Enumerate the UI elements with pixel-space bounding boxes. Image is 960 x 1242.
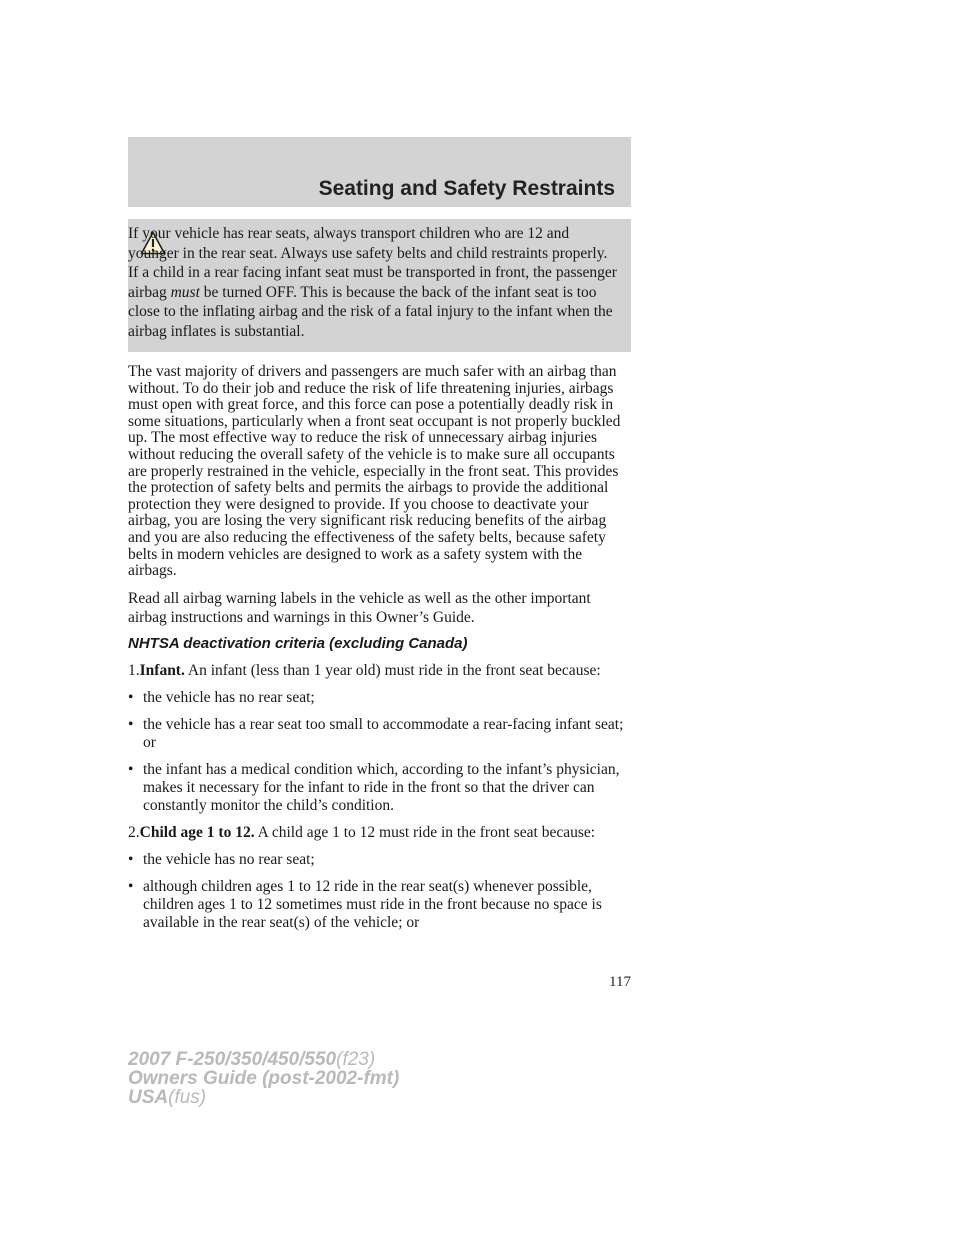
infant-bullet-list <box>128 689 631 815</box>
child-bullet-list <box>128 851 631 932</box>
footer-guide: Owners Guide (post-2002-fmt) <box>128 1068 400 1089</box>
warning-text-main: If your vehicle has rear seats, always transport children who are 12 and younger in the rear seat. Always use safety belts and child restraints properly. If a child in a rear facing infant seat must be transported in front, the passenger airbag <box>128 225 617 301</box>
item-text: An infant (less than 1 year old) must ride in the front seat because: <box>184 661 601 679</box>
footer-model: 2007 F-250/350/450/550 <box>128 1049 337 1070</box>
footer-region-code: (fus) <box>168 1087 207 1108</box>
item-text: A child age 1 to 12 must ride in the front seat because: <box>254 823 596 841</box>
item-infant <box>128 662 631 680</box>
document-footer <box>128 1050 399 1107</box>
list-item-text: the vehicle has no rear seat; <box>143 688 315 706</box>
list-item <box>128 851 631 869</box>
footer-line-region <box>128 1088 399 1107</box>
bullet-icon: • <box>128 877 134 895</box>
bullet-icon: • <box>128 760 134 778</box>
item-number: 2. <box>128 823 140 841</box>
footer-region: USA <box>128 1087 169 1108</box>
section-title: Seating and Safety Restraints <box>318 177 615 200</box>
list-item <box>128 761 631 815</box>
footer-line-model <box>128 1050 399 1069</box>
warning-box <box>128 219 631 352</box>
list-item-text: although children ages 1 to 12 ride in the rear seat(s) whenever possible, children ages 1 to 12 sometimes must ride in the front because no space is available in the rear seat(s) of the vehicle; or <box>143 877 602 931</box>
list-item <box>128 878 631 932</box>
item-title: Child age 1 to 12. <box>139 823 255 841</box>
item-title: Infant. <box>139 661 185 679</box>
warning-emphasis: must <box>170 283 200 301</box>
footer-model-code: (f23) <box>336 1049 376 1070</box>
warning-text <box>128 224 618 342</box>
list-item-text: the vehicle has a rear seat too small to accommodate a rear-facing infant seat; or <box>143 715 624 751</box>
bullet-icon: • <box>128 850 134 868</box>
warning-text-after: be turned OFF. This is because the back of the infant seat is too close to the inflating airbag and the risk of a fatal injury to the infant when the airbag inflates is substantial. <box>128 283 613 340</box>
footer-line-guide <box>128 1069 399 1088</box>
list-item <box>128 689 631 707</box>
bullet-icon: • <box>128 715 134 733</box>
item-number: 1. <box>128 661 140 679</box>
page-number: 117 <box>609 974 631 990</box>
item-child <box>128 824 631 842</box>
list-item-text: the vehicle has no rear seat; <box>143 850 315 868</box>
bullet-icon: • <box>128 688 134 706</box>
paragraph-airbag-safety: The vast majority of drivers and passengers are much safer with an airbag than without. To do their job and reduce the risk of life threatening injuries, airbags must open with great force, and this force can pose a potentially deadly risk in some situations, particularly when a front seat occupant is not properly buckled up. The most effective way to reduce the risk of unnecessary airbag injuries without reducing the overall safety of the vehicle is to make sure all occupants are properly restrained in the vehicle, especially in the front seat. This provides the protection of safety belts and permits the airbags to provide the additional protection they were designed to provide. If you choose to deactivate your airbag, you are losing the very significant risk reducing benefits of the airbag and you are also reducing the effectiveness of the safety belts, because safety belts in modern vehicles are designed to work as a safety system with the airbags. <box>128 363 621 580</box>
section-header-bar <box>128 137 631 207</box>
list-item-text: the infant has a medical condition which, according to the infant’s physician, makes it necessary for the infant to ride in the front so that the driver can constantly monitor the child’s condition. <box>143 760 620 814</box>
subheading-nhtsa: NHTSA deactivation criteria (excluding Canada) <box>128 634 468 652</box>
paragraph-read-labels: Read all airbag warning labels in the vehicle as well as the other important airbag instructions and warnings in this Owner’s Guide. <box>128 589 591 627</box>
body-text <box>128 364 631 941</box>
list-item <box>128 716 631 752</box>
